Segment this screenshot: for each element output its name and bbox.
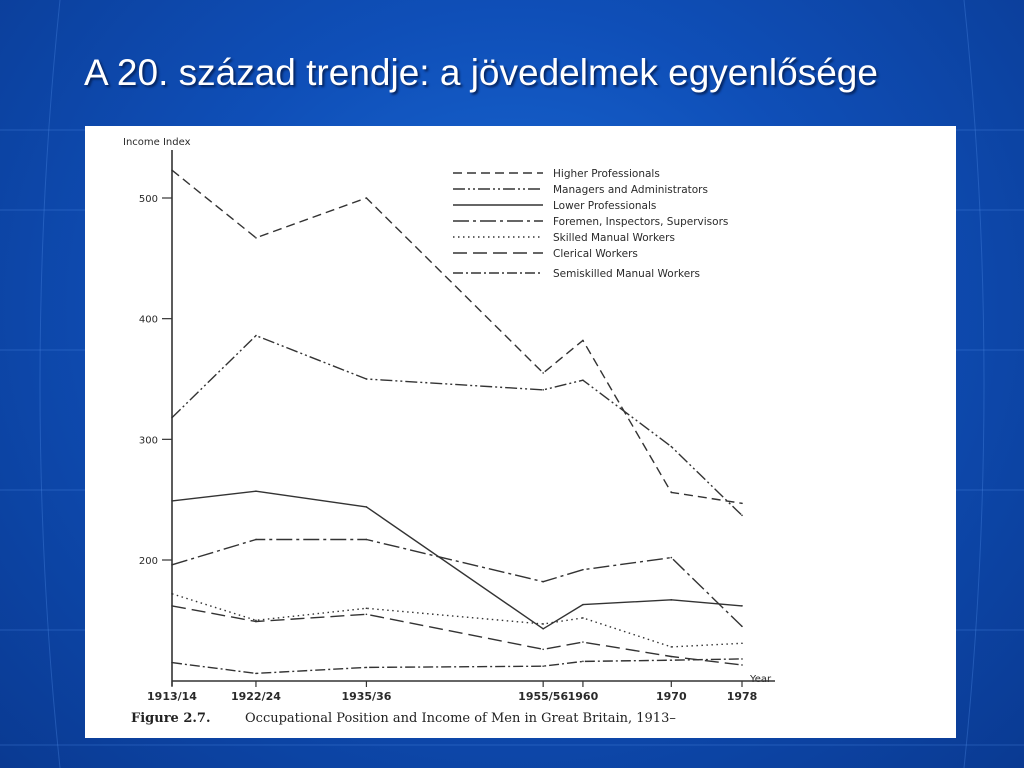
legend-label: Foremen, Inspectors, Supervisors: [553, 216, 729, 228]
x-tick-label: 1978: [726, 690, 758, 703]
data-point: [171, 662, 173, 664]
data-point: [741, 658, 743, 660]
caption-text: Occupational Position and Income of Men in Great Britain, 1913–: [245, 711, 676, 726]
data-point: [582, 617, 584, 619]
data-point: [582, 604, 584, 606]
series-line-2: [172, 336, 742, 516]
data-point: [671, 656, 673, 658]
data-point: [671, 557, 673, 559]
data-point: [542, 372, 544, 374]
data-point: [366, 197, 368, 199]
data-point: [542, 389, 544, 391]
x-tick-label: 1913/14: [147, 690, 197, 703]
y-axis-title: Income Index: [123, 137, 191, 148]
data-point: [171, 500, 173, 502]
slide-title: A 20. század trendje: a jövedelmek egyenlősége: [84, 52, 878, 93]
legend-label: Managers and Administrators: [553, 184, 708, 196]
x-tick-label: 1970: [655, 690, 687, 703]
series-line-7: [172, 659, 742, 674]
data-point: [542, 648, 544, 650]
data-point: [171, 605, 173, 607]
data-point: [741, 502, 743, 504]
data-point: [741, 515, 743, 517]
series-line-5: [172, 594, 742, 647]
data-point: [671, 599, 673, 601]
data-point: [741, 664, 743, 666]
data-point: [671, 659, 673, 661]
data-point: [582, 379, 584, 381]
legend-label: Clerical Workers: [553, 248, 638, 260]
data-point: [171, 169, 173, 171]
caption-label: Figure 2.7.: [131, 711, 211, 726]
data-point: [542, 628, 544, 630]
data-point: [255, 621, 257, 623]
data-point: [366, 607, 368, 609]
data-point: [255, 237, 257, 239]
data-point: [671, 446, 673, 448]
data-point: [366, 539, 368, 541]
data-point: [671, 646, 673, 648]
data-point: [582, 340, 584, 342]
data-point: [741, 605, 743, 607]
data-point: [582, 569, 584, 571]
data-point: [741, 626, 743, 628]
legend-label: Semiskilled Manual Workers: [553, 268, 700, 280]
data-point: [171, 593, 173, 595]
y-tick-label: 300: [138, 435, 158, 447]
data-point: [171, 564, 173, 566]
data-point: [255, 490, 257, 492]
line-chart: [85, 126, 956, 738]
legend-label: Higher Professionals: [553, 168, 660, 180]
y-tick-label: 400: [138, 314, 158, 326]
data-point: [542, 581, 544, 583]
data-point: [582, 661, 584, 663]
data-point: [366, 614, 368, 616]
data-point: [542, 665, 544, 667]
y-tick-label: 200: [138, 556, 158, 567]
chart-figure: [85, 126, 956, 738]
x-axis-title: Year: [750, 674, 772, 685]
data-point: [171, 417, 173, 419]
legend-label: Skilled Manual Workers: [553, 232, 675, 244]
x-tick-label: 1935/36: [341, 690, 392, 703]
data-point: [255, 673, 257, 675]
data-point: [582, 641, 584, 643]
legend-label: Lower Professionals: [553, 200, 657, 212]
data-point: [366, 667, 368, 669]
x-tick-label: 1922/24: [230, 690, 281, 703]
series-line-6: [172, 606, 742, 665]
data-point: [255, 335, 257, 337]
data-point: [741, 642, 743, 644]
data-point: [255, 539, 257, 541]
series-line-4: [172, 540, 742, 627]
y-tick-label: 500: [138, 194, 158, 205]
x-tick-label: 1955/56: [518, 690, 569, 703]
x-tick-label: 1960: [567, 690, 599, 703]
data-point: [366, 378, 368, 380]
data-point: [671, 492, 673, 494]
data-point: [542, 623, 544, 625]
data-point: [366, 506, 368, 508]
